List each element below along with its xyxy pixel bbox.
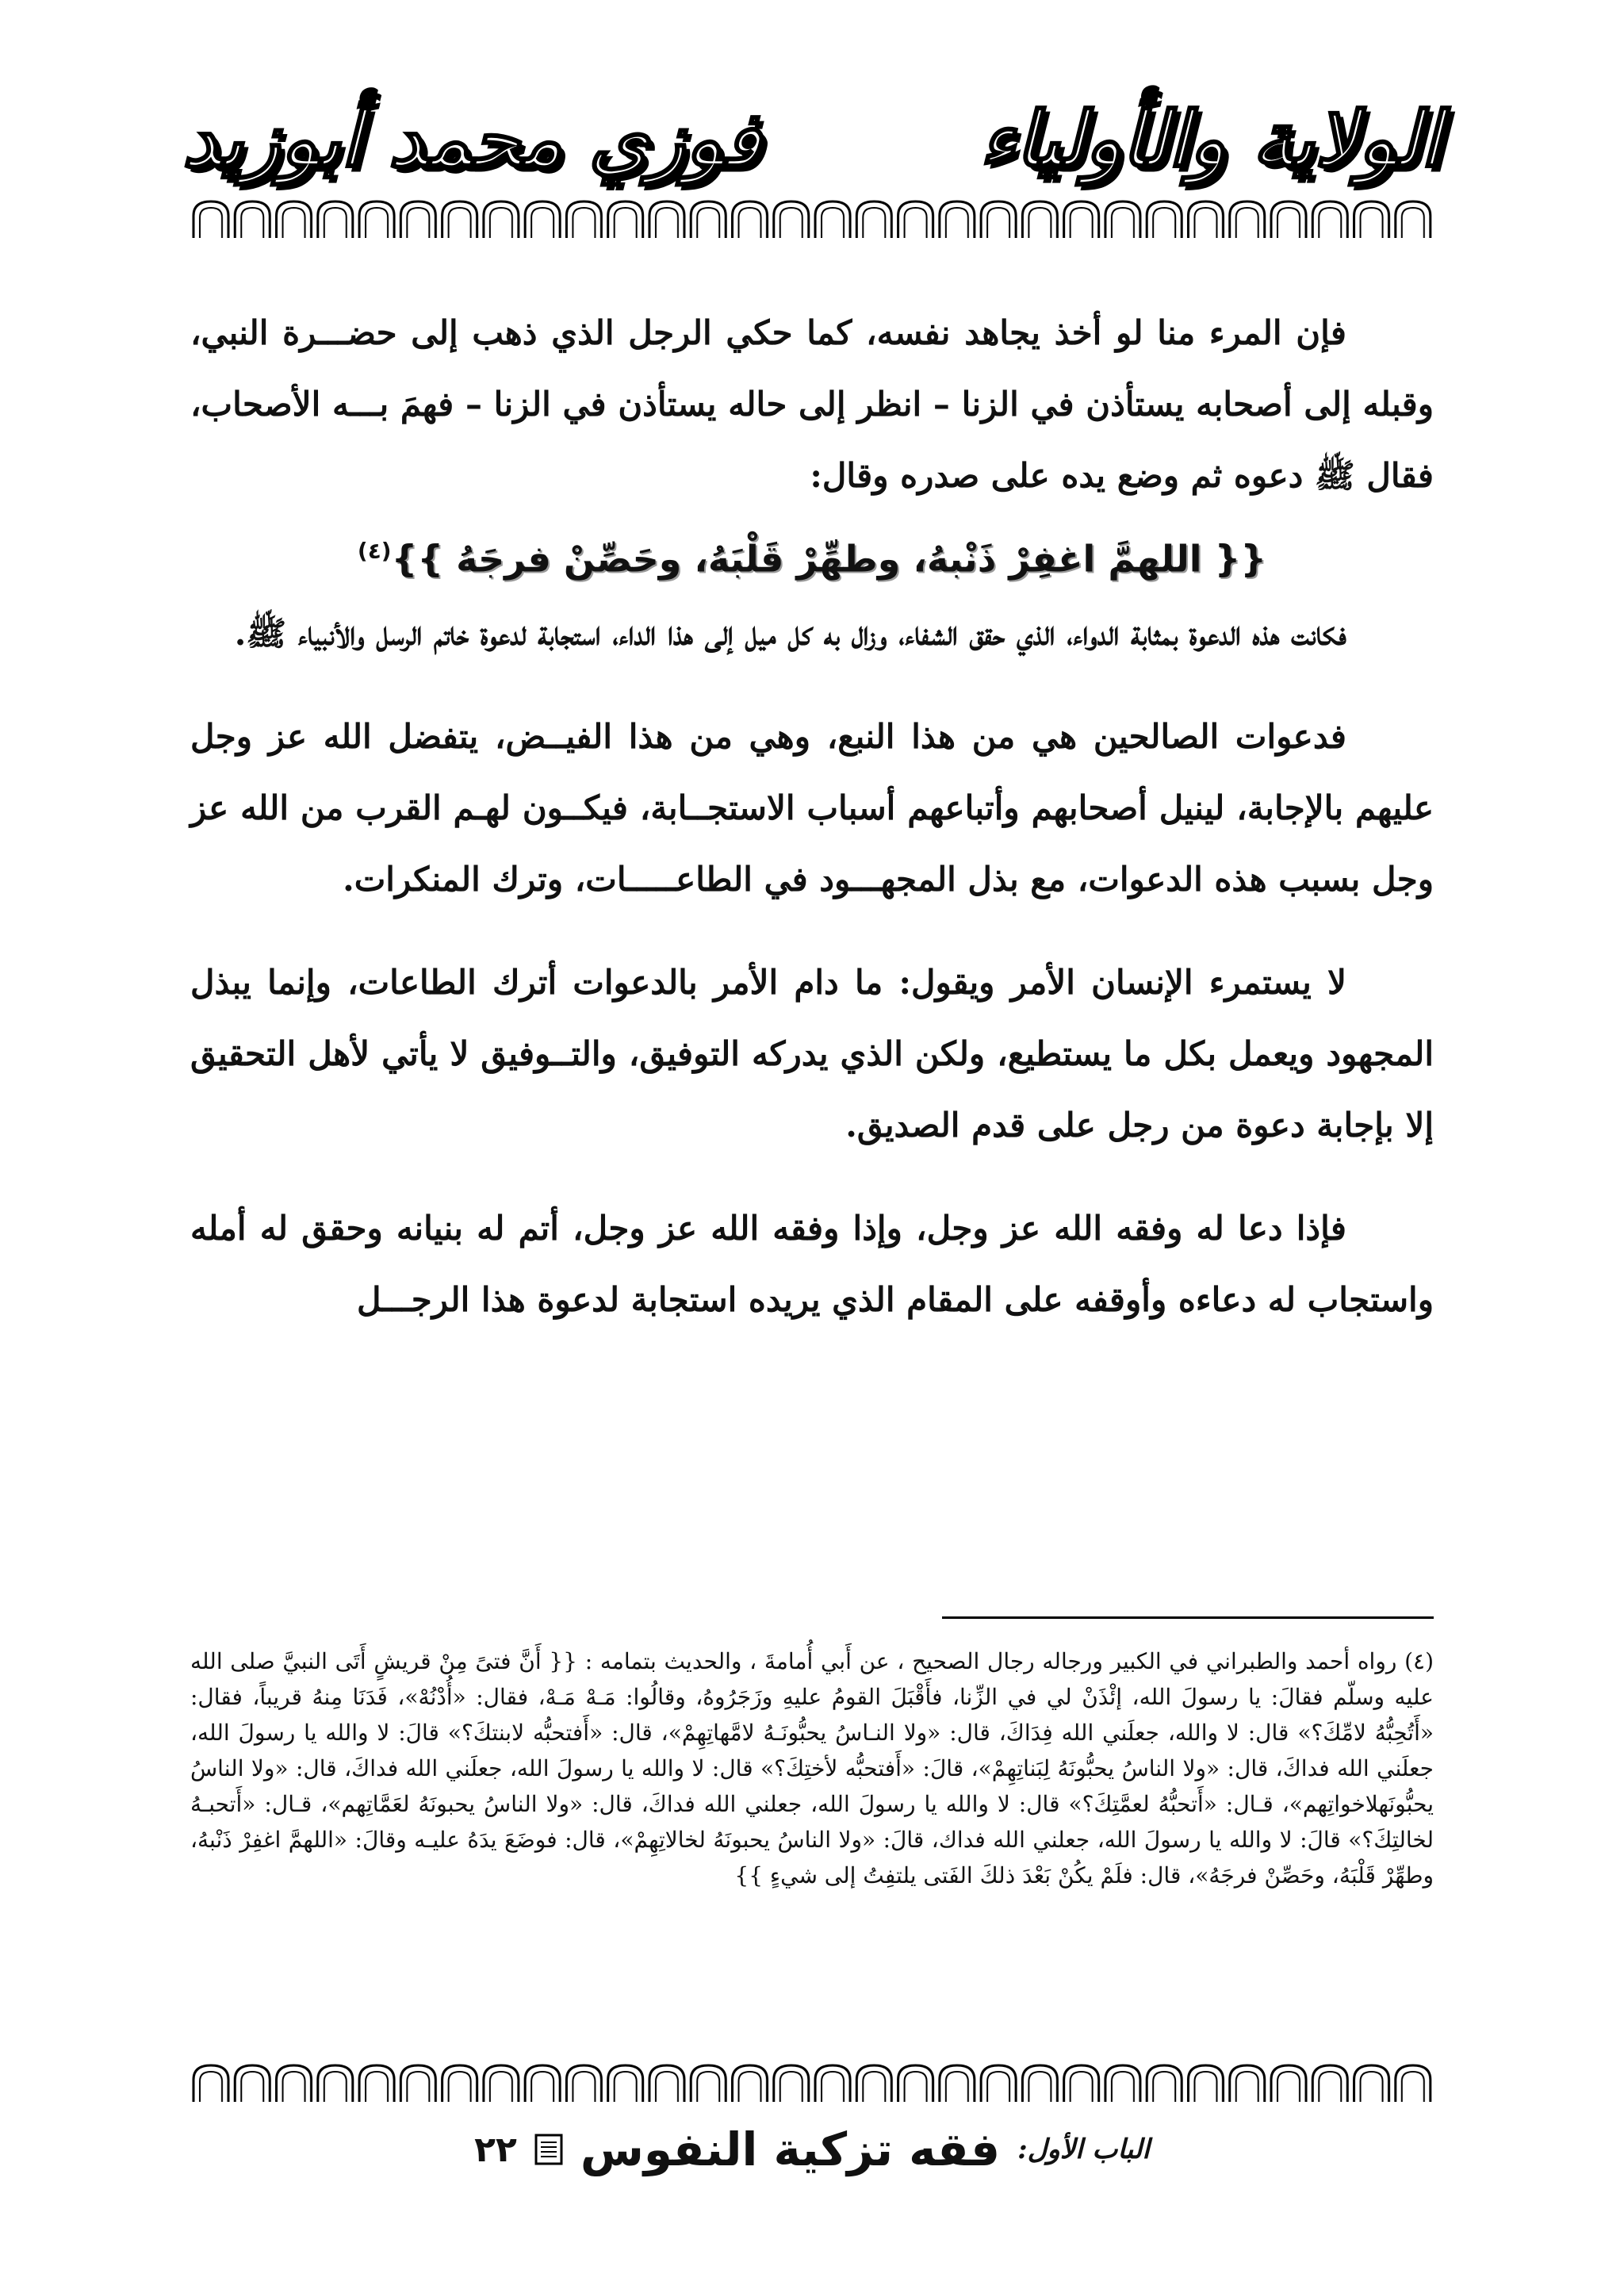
bottom-arch-border xyxy=(190,2062,1434,2103)
author-name: فوزي محمد أبوزيد xyxy=(182,94,761,184)
chapter-label: الباب الأول: xyxy=(1017,2134,1150,2165)
book-title: الولاية والأولياء xyxy=(979,94,1442,184)
footnote-separator xyxy=(942,1616,1434,1619)
footnote-marker[interactable]: (٤) xyxy=(357,538,392,564)
paragraph: لا يستمرء الإنسان الأمر ويقول: ما دام الأمر بالدعوات أترك الطاعات، وإنما يبذل المجهود ويعمل بكل ما يستطيع، ولكن الذي يدركه التوفيق، والتــوفيق لا يأتي لأهل التحقيق إلا بإجابة دعوة من رجل على قدم الصديق. xyxy=(190,963,1434,1145)
chapter-title: فقه تزكية النفوس xyxy=(580,2122,1001,2176)
top-arch-border xyxy=(190,198,1434,240)
page-number: ٢٢ xyxy=(474,2129,517,2170)
hadith-text: {{ اللهمَّ اغفِرْ ذَنْبهُ، وطهِّرْ قَلْبَهُ، وحَصِّنْ فرجَهُ }} xyxy=(391,537,1267,581)
book-icon xyxy=(534,2134,563,2165)
page-footer xyxy=(0,2114,1624,2185)
footnote-text: (٤) رواه أحمد والطبراني في الكبير ورجاله رجال الصحيح ، عن أَبي أُمامةَ ، والحديث بتمامه : {{ أَنَّ فتىً مِنْ قريشٍ أَتَى النبيَّ صلى الله عليه وسلّم فقالَ: يا رسولَ الله، إئْذَنْ لي في الزِّنا، فأَقْبَلَ القومُ عليهِ وزَجَرُوهُ، وقالُوا: مَـهْ مَـهْ، فقال: «أُدْنُهْ»، فَدَنَا مِنهُ قريباً، فقال: «أَتُحِبُّهُ لامِّكَ؟» قال: لا والله، جعلَني الله فِدَاكَ، قال: «ولا النـاسُ يحبُّونَـهُ لامَّهاتِهِمْ»، قال: «أَفتحبُّه لابنتكَ؟» قالَ: لا والله يا رسولَ الله، جعلَني الله فداكَ، قال: «ولا الناسُ يحبُّونَهُ لِبَناتِهِمْ»، قالَ: «أَفتحبُّه لأختِكَ؟» قال: لا والله يا رسولَ الله، جعلَني الله فداكَ، قال: «ولا الناسُ يحبُّونَهلاخواتِهم»، قـال: «أَتحبُّهُ لعمَّتِكَ؟» قال: لا والله يا رسولَ الله، جعلني الله فداكَ، قال: «ولا الناسُ يحبونَهُ لعَمَّاتِهم»، قـال: «أَتحبـهُ لخالتِكَ؟» قالَ: لا والله يا رسولَ الله، جعلني الله فداك، قالَ: «ولا الناسُ يحبونَهُ لخالاتِهِمْ»، قال: فوضَعَ يدَهُ عليـه وقالَ: «اللهمَّ اغفِرْ ذَنْبهُ، وطهِّرْ قَلْبَهُ، وحَصِّنْ فرجَهُ»، قال: فلَمْ يكُنْ بَعْدَ ذلكَ الفَتى يلتفِتُ إلى شيءٍ }} xyxy=(190,1648,1434,1888)
paragraph: فإذا دعا له وفقه الله عز وجل، وإذا وفقه الله عز وجل، أتم له بنيانه وحقق له أمله واستجاب له دعاءه وأوقفه على المقام الذي يريده استجابة لدعوة هذا الرجـــل xyxy=(190,1209,1434,1320)
paragraph: فإن المرء منا لو أخذ يجاهد نفسه، كما حكي الرجل الذي ذهب إلى حضـــرة النبي، وقبله إلى أصحابه يستأذن في الزنا – انظر إلى حاله يستأذن في الزنا – فهمَ بـــه الأصحاب، فقال ﷺ دعوه ثم وضع يده على صدره وقال: xyxy=(190,313,1434,495)
hadith-quote xyxy=(190,512,1434,598)
page-body xyxy=(190,297,1434,1336)
paragraph: فكانت هذه الدعوة بمثابة الدواء، الذي حقق الشفاء، وزال به كل ميل إلى هذا الداء، استجابة لدعوة خاتم الرسل والأنبياء ﷺ. xyxy=(234,614,1346,654)
running-header xyxy=(182,87,1442,190)
paragraph: فدعوات الصالحين هي من هذا النبع، وهي من هذا الفيــض، يتفضل الله عز وجل عليهم بالإجابة، لينيل أصحابهم وأتباعهم أسباب الاستجــابة، فيكــون لهـم القرب من الله عز وجل بسبب هذه الدعوات، مع بذل المجهـــود في الطاعـــــات، وترك المنكرات. xyxy=(190,717,1434,899)
